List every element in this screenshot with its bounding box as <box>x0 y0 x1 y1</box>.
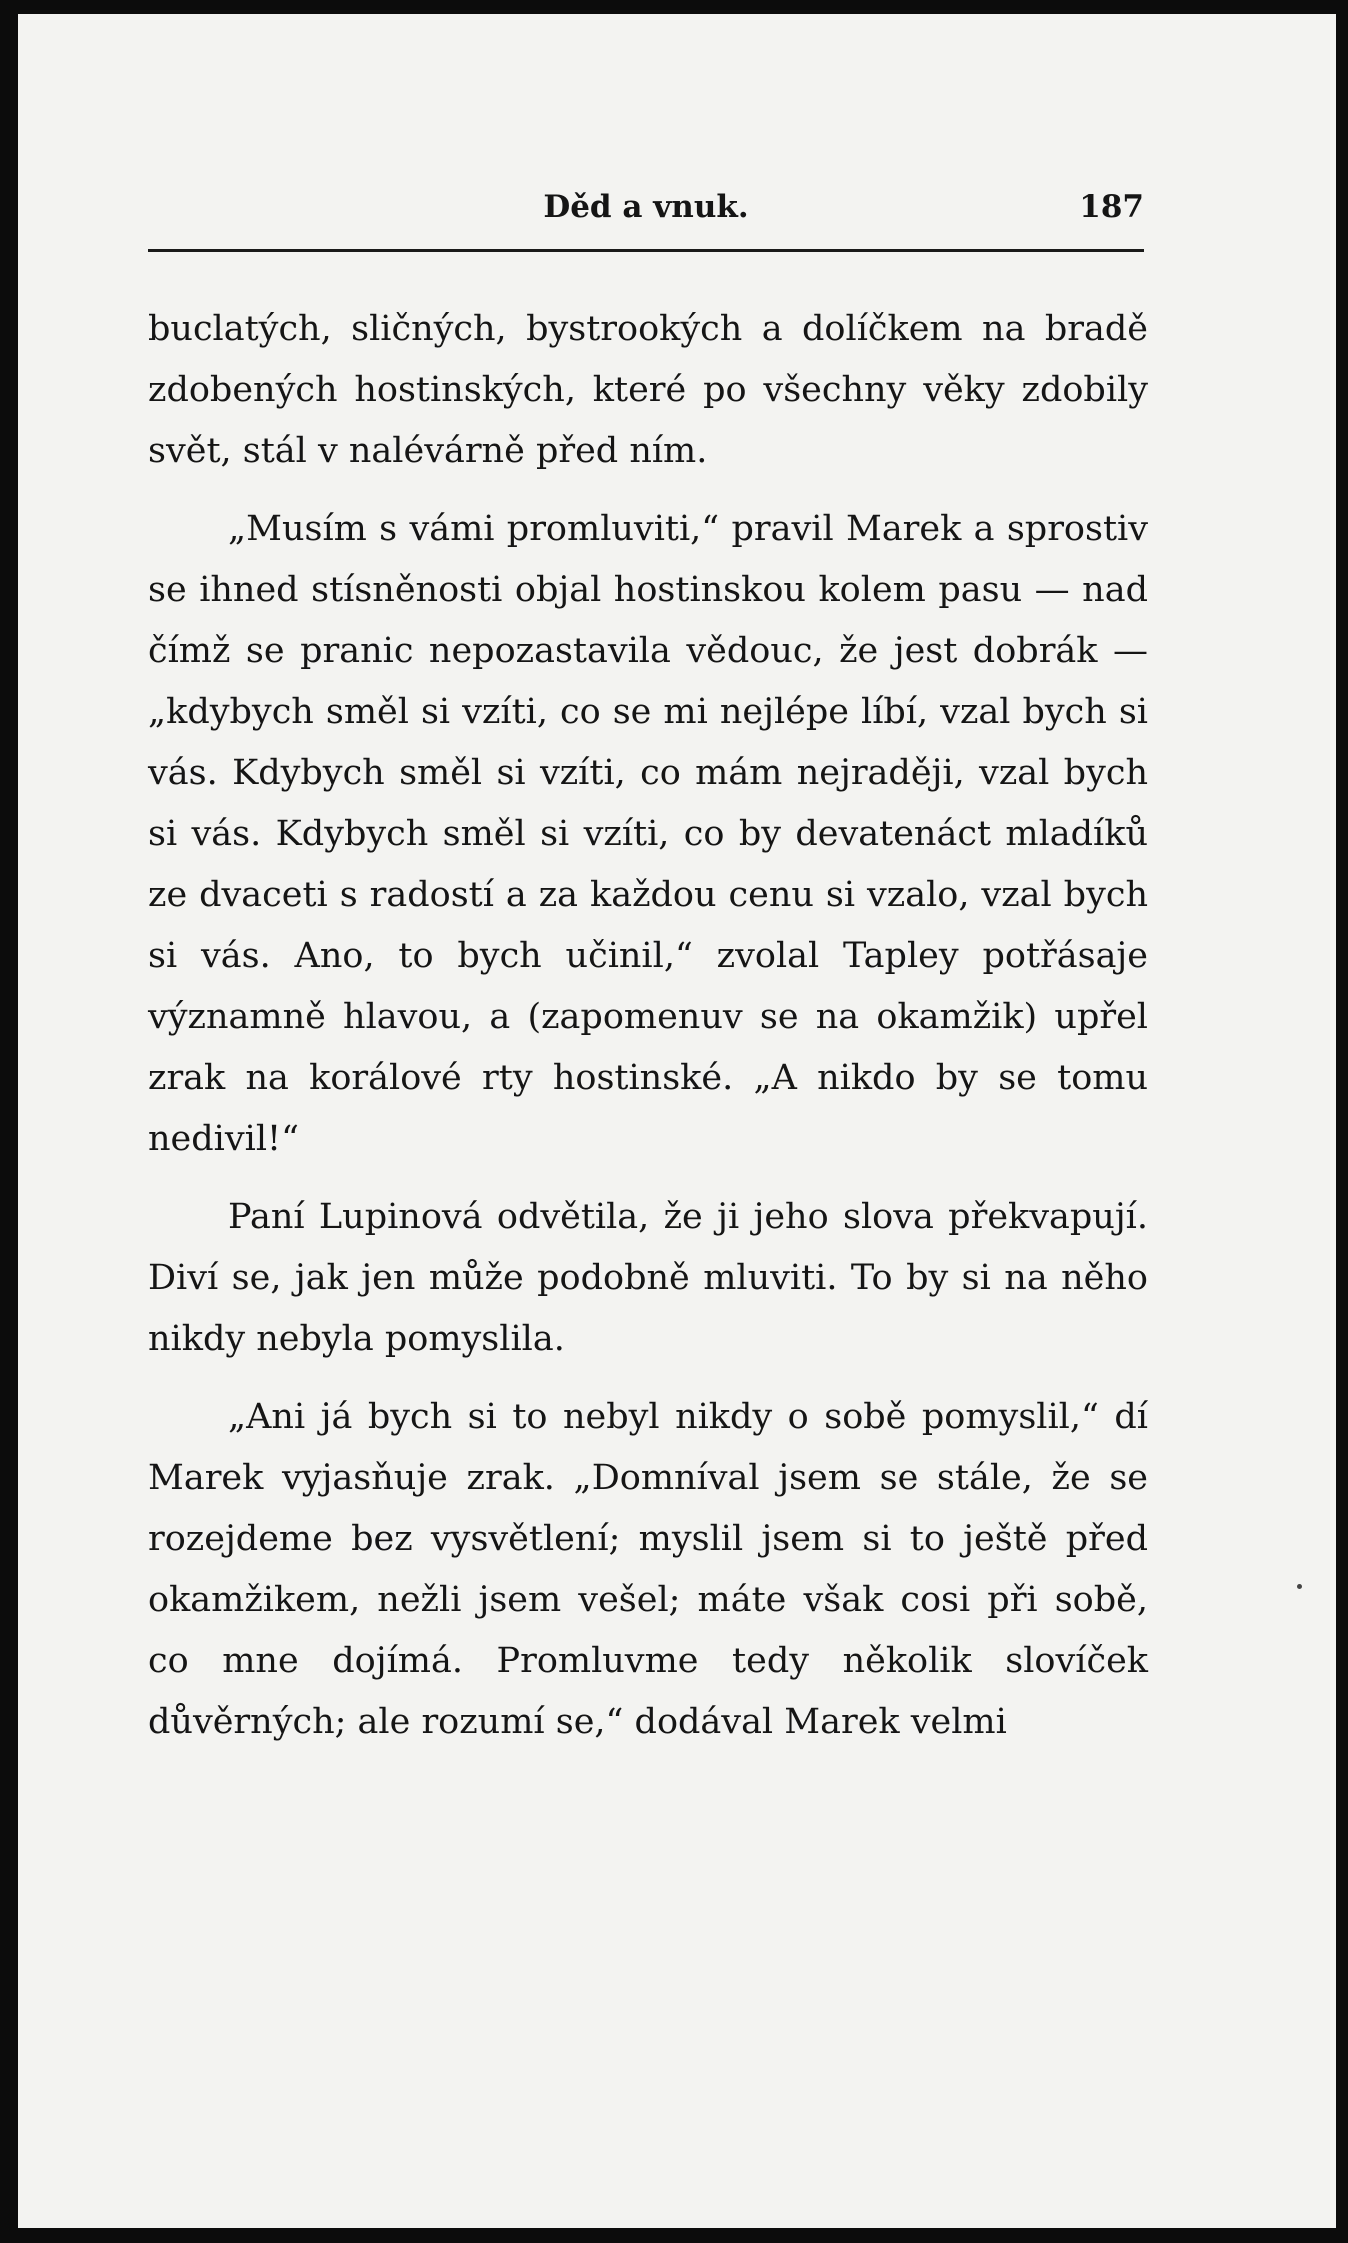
body-text <box>148 299 1148 1770</box>
paragraph-3: Paní Lupinová odvětila, že ji jeho slova překvapují. Diví se, jak jen může podobně mluviti. To by si na něho nikdy nebyla pomyslila. <box>148 1197 1148 1359</box>
page-number: 187 <box>1079 189 1144 225</box>
paragraph-1: buclatých, sličných, bystrookých a dolíčkem na bradě zdobených hostinských, které po všechny věky zdobily svět, stál v nalévárně před ním. <box>148 309 1148 471</box>
book-page <box>18 14 1336 2228</box>
paper-speck <box>1297 1584 1302 1589</box>
running-title: Děd a vnuk. <box>543 189 749 225</box>
paragraph-4: „Ani já bych si to nebyl nikdy o sobě pomyslil,“ dí Marek vyjasňuje zrak. „Domníval jsem se stále, že se rozejdeme bez vysvětlení; myslil jsem si to ještě před okamžikem, nežli jsem vešel; máte však cosi při sobě, co mne dojímá. Promluvme tedy několik slovíček důvěrných; ale rozumí se,“ dodával Marek velmi <box>148 1397 1148 1742</box>
paragraph-2: „Musím s vámi promluviti,“ pravil Marek a sprostiv se ihned stísněnosti objal hostinskou kolem pasu — nad čímž se pranic nepozastavila vědouc, že jest dobrák — „kdybych směl si vzíti, co se mi nejlépe líbí, vzal bych si vás. Kdybych směl si vzíti, co mám nejraději, vzal bych si vás. Kdybych směl si vzíti, co by devatenáct mladíků ze dvaceti s radostí a za každou cenu si vzalo, vzal bych si vás. Ano, to bych učinil,“ zvolal Tapley potřásaje významně hlavou, a (zapomenuv se na okamžik) upřel zrak na korálové rty hostinské. „A nikdo by se tomu nedivil!“ <box>148 509 1148 1159</box>
page-header <box>148 179 1144 252</box>
